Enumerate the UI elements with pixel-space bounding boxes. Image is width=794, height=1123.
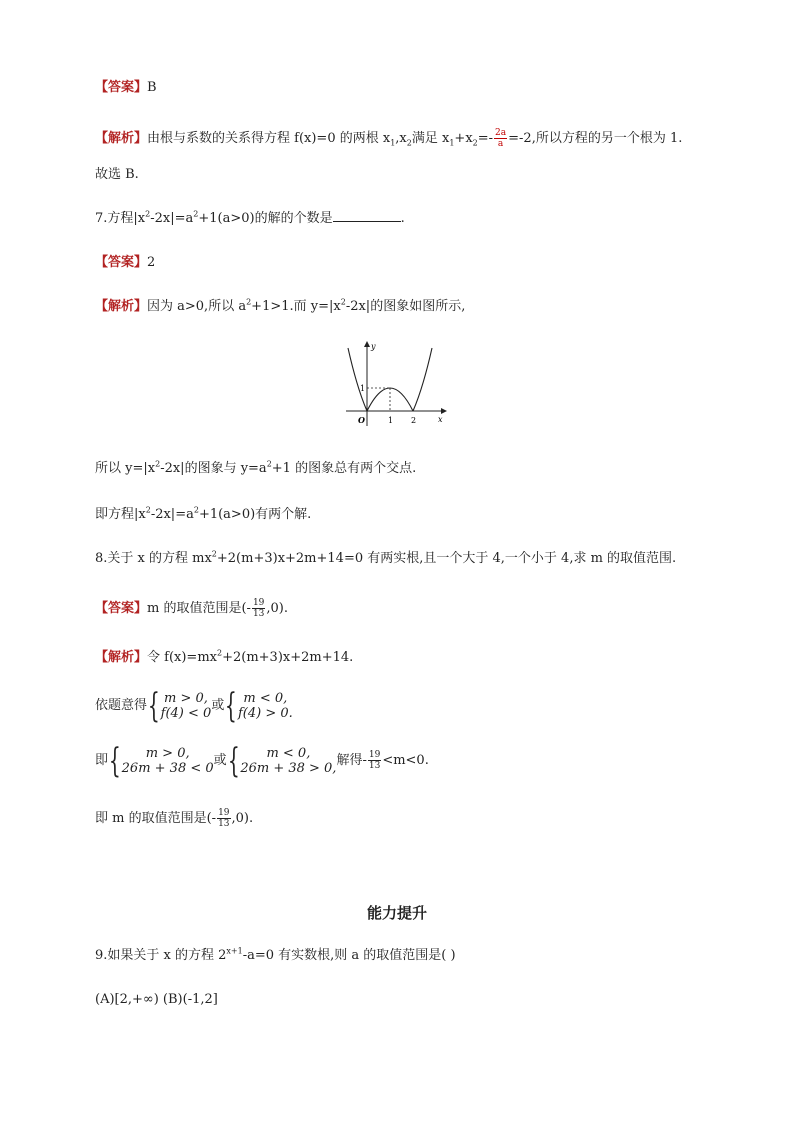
- sup: 2: [193, 505, 199, 515]
- q8-text: 即 m 的取值范围是(-: [95, 811, 217, 826]
- q8-text: 8.关于 x 的方程 mx: [95, 551, 212, 566]
- section-heading: 能力提升: [366, 904, 427, 922]
- analysis-tag: 【解析】: [95, 650, 148, 665]
- system-1: [161, 691, 212, 721]
- q7-text: +1(a>0)的解的个数是: [198, 211, 333, 226]
- q6-conclusion: 故选 B.: [95, 167, 139, 182]
- fraction: [217, 808, 230, 829]
- x-axis-label: x: [438, 415, 443, 424]
- sup: 2: [340, 297, 346, 307]
- q7-text: 即方程|x: [95, 507, 146, 522]
- q7-text: +1(a>0)有两个解.: [198, 507, 312, 522]
- fraction: [368, 750, 381, 771]
- q8-analysis-text: 令 f(x)=mx: [147, 650, 217, 665]
- origin-label: O: [358, 415, 365, 425]
- sup: 2: [145, 209, 151, 219]
- system-row: 26m + 38 < 0: [121, 760, 214, 776]
- y-axis-label: y: [371, 342, 376, 351]
- q7-analysis-text: +1>1.而 y=|x: [251, 299, 341, 314]
- fraction: [252, 598, 265, 619]
- q8-text: 依题意得: [95, 698, 148, 713]
- answer-tag: 【答案】: [95, 255, 148, 270]
- q6-analysis-text: 满足 x: [411, 131, 450, 146]
- system-2: [238, 691, 293, 721]
- sup: x+1: [226, 946, 243, 956]
- x-tick-2: 2: [411, 416, 417, 425]
- q6-answer: B: [147, 80, 157, 95]
- system-row: f(4) > 0.: [237, 705, 293, 721]
- q7-analysis-line-3: [95, 505, 311, 525]
- sub: 2: [406, 138, 412, 148]
- system-3: [122, 746, 214, 776]
- q6-analysis-text: ,x: [395, 131, 407, 146]
- q7-text: -2x|的图象与 y=a: [160, 461, 267, 476]
- q9-text: 9.如果关于 x 的方程 2: [95, 948, 227, 963]
- curve-left-branch: [348, 348, 367, 411]
- q8-text: 即: [95, 753, 109, 768]
- left-brace: {: [225, 685, 238, 726]
- q6-answer-line: [95, 78, 157, 98]
- q8-final-line: [95, 808, 253, 829]
- fraction-denominator: 13: [252, 609, 265, 619]
- q7-text: +1 的图象总有两个交点.: [271, 461, 417, 476]
- q7-text: 所以 y=|x: [95, 461, 156, 476]
- q8-conditions: [95, 685, 293, 726]
- q8-reduced-conditions: [95, 740, 429, 781]
- q8-analysis-line: [95, 648, 353, 668]
- fraction-denominator: a: [497, 139, 504, 149]
- system-4: [240, 746, 336, 776]
- q8-answer-text: m 的取值范围是(-: [147, 601, 251, 616]
- q7-analysis-text: -2x|的图象如图所示,: [345, 299, 466, 314]
- q8-text: <m<0.: [382, 753, 429, 768]
- system-row: m < 0,: [243, 690, 288, 706]
- fraction-numerator: 2a: [495, 128, 507, 138]
- sup: 2: [211, 549, 217, 559]
- q9-text: -a=0 有实数根,则 a 的取值范围是( ): [242, 948, 456, 963]
- q8-text: 或: [211, 698, 225, 713]
- answer-tag: 【答案】: [95, 80, 148, 95]
- q6-analysis-text: 由根与系数的关系得方程 f(x)=0 的两根 x: [147, 131, 391, 146]
- q8-analysis-text: +2(m+3)x+2m+14.: [222, 650, 354, 665]
- curve-right-branch: [413, 348, 432, 411]
- sup: 2: [145, 505, 151, 515]
- q7-analysis-line-2: [95, 459, 416, 479]
- x-tick-1: 1: [388, 416, 394, 425]
- analysis-tag: 【解析】: [95, 299, 148, 314]
- q7-question: [95, 209, 405, 229]
- q9-options: (A)[2,+∞) (B)(-1,2]: [95, 992, 218, 1007]
- sup: 2: [246, 297, 252, 307]
- q7-analysis-line: [95, 297, 465, 317]
- left-brace: {: [227, 740, 240, 781]
- sup: 2: [217, 648, 223, 658]
- sup: 2: [266, 459, 272, 469]
- curve-middle-arc: [367, 388, 413, 411]
- q7-text: -2x|=a: [150, 211, 194, 226]
- q8-answer-line: [95, 598, 288, 619]
- q7-text: 7.方程|x: [95, 211, 146, 226]
- analysis-tag: 【解析】: [95, 131, 148, 146]
- system-row: f(4) < 0: [160, 705, 212, 721]
- left-brace: {: [108, 740, 121, 781]
- fraction: [494, 128, 507, 149]
- q6-analysis-text: +x: [454, 131, 473, 146]
- q8-text: +2(m+3)x+2m+14=0 有两实根,且一个大于 4,一个小于 4,求 m 的取值范围.: [216, 551, 677, 566]
- q7-answer: 2: [147, 255, 156, 270]
- left-brace: {: [147, 685, 160, 726]
- q6-analysis-text: =-2,所以方程的另一个根为 1.: [508, 131, 683, 146]
- answer-blank: [333, 209, 401, 222]
- abs-quadratic-graph: [340, 338, 452, 430]
- fraction-numerator: 19: [368, 750, 381, 760]
- q8-answer-text: ,0).: [266, 601, 289, 616]
- q7-text: -2x|=a: [150, 507, 194, 522]
- fraction-numerator: 19: [252, 598, 265, 608]
- sub: 1: [449, 138, 455, 148]
- fraction-numerator: 19: [218, 808, 230, 818]
- system-row: m > 0,: [164, 690, 208, 706]
- y-tick-1: 1: [360, 384, 366, 393]
- q6-analysis-line: [95, 128, 682, 149]
- q6-analysis-text: =-: [477, 131, 494, 146]
- q7-text: .: [400, 211, 405, 226]
- system-row: m < 0,: [266, 745, 311, 761]
- fraction-denominator: 13: [368, 761, 381, 771]
- q7-analysis-text: 因为 a>0,所以 a: [147, 299, 247, 314]
- sub: 1: [390, 138, 396, 148]
- system-row: 26m + 38 > 0,: [240, 760, 337, 776]
- q9-question: [95, 946, 456, 966]
- q8-text: 或: [213, 753, 227, 768]
- sup: 2: [155, 459, 161, 469]
- q7-answer-line: [95, 253, 155, 273]
- q8-text: ,0).: [231, 811, 254, 826]
- q8-text: 解得-: [336, 753, 367, 768]
- answer-tag: 【答案】: [95, 601, 148, 616]
- sup: 2: [193, 209, 199, 219]
- system-row: m > 0,: [145, 745, 190, 761]
- fraction-denominator: 13: [218, 819, 230, 829]
- sub: 2: [472, 138, 478, 148]
- q8-question: [95, 549, 676, 569]
